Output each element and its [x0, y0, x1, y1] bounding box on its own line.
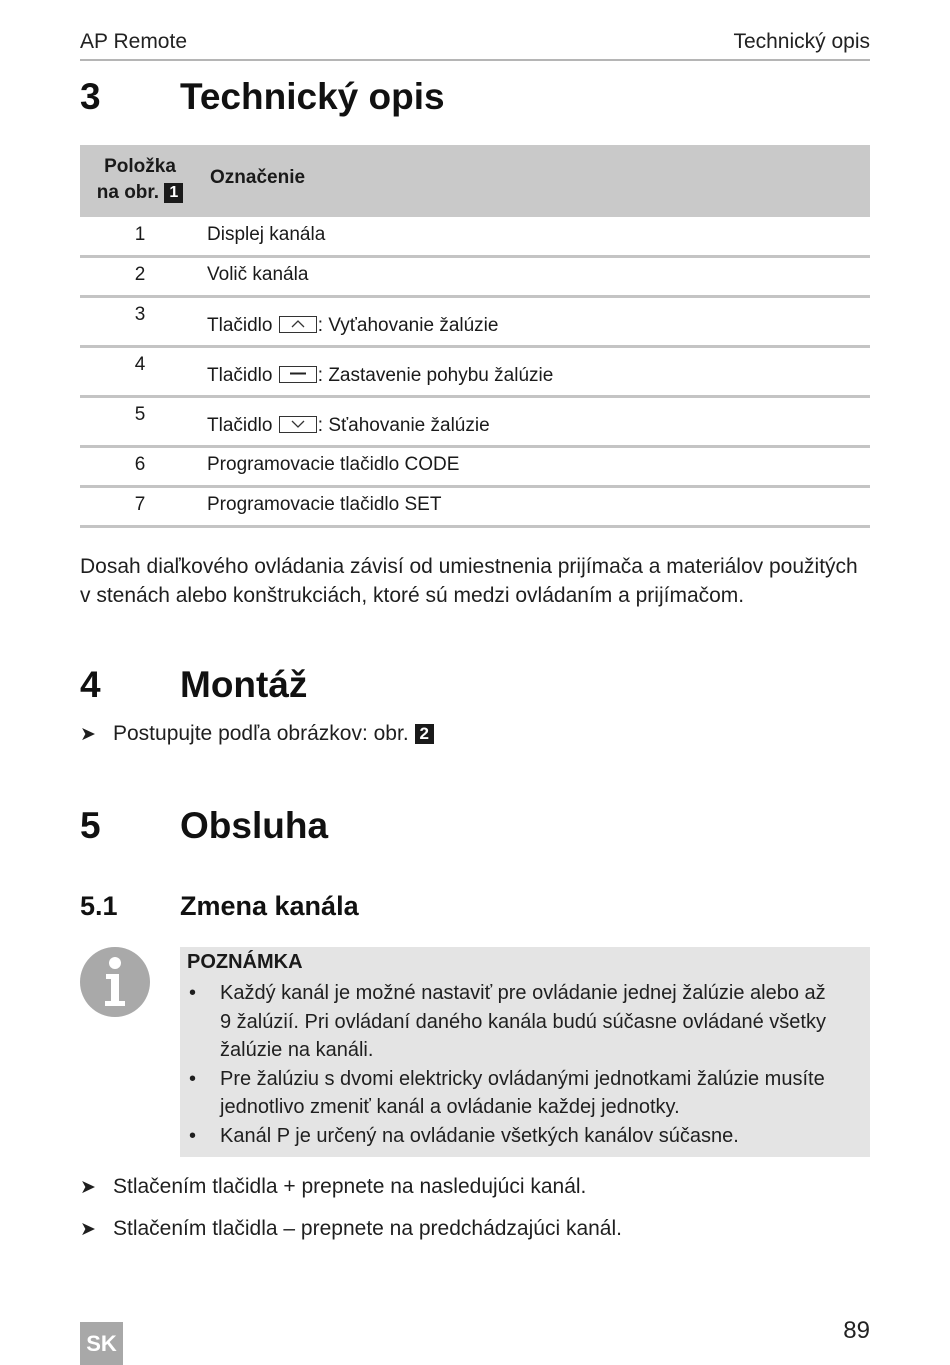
row-number: 4 — [134, 354, 146, 375]
row-label: Displej kanála — [207, 224, 326, 245]
column-header-item-line1: Položka — [104, 156, 176, 177]
row-number: 5 — [134, 404, 146, 425]
chevron-down-icon — [279, 416, 317, 433]
row-number: 1 — [134, 224, 146, 245]
section-title: Montáž — [180, 664, 308, 705]
row-label-prefix: Tlačidlo — [207, 315, 273, 336]
table-row — [80, 448, 870, 488]
section-number: 5.1 — [80, 891, 118, 921]
header-rule — [80, 59, 870, 61]
mounting-step-text: Postupujte podľa obrázkov: obr. — [113, 722, 409, 745]
arrow-icon: ➤ — [80, 1177, 96, 1198]
step-next-channel — [80, 1175, 586, 1199]
column-header-item-line2: na obr. — [96, 182, 160, 203]
list-item — [187, 1122, 863, 1151]
range-paragraph-line1: Dosah diaľkového ovládania závisí od umiestnenia prijímača a materiálov použitých — [80, 555, 858, 578]
row-label-suffix: : Sťahovanie žalúzie — [317, 415, 490, 436]
step-prev-channel — [80, 1217, 622, 1241]
row-number: 7 — [134, 494, 146, 515]
section-5-1-heading — [80, 891, 680, 925]
row-number: 6 — [134, 454, 146, 475]
note-list — [187, 979, 863, 1150]
row-number: 2 — [134, 264, 146, 285]
info-icon — [80, 947, 150, 1017]
row-label-suffix: : Vyťahovanie žalúzie — [317, 315, 499, 336]
row-label: Programovacie tlačidlo CODE — [207, 454, 460, 475]
note-line: žalúzie na kanáli. — [220, 1039, 374, 1061]
note-line: Kanál P je určený na ovládanie všetkých kanálov súčasne. — [220, 1124, 739, 1147]
column-header-item — [80, 154, 200, 206]
row-label-suffix: : Zastavenie pohybu žalúzie — [317, 365, 554, 386]
row-label: Programovacie tlačidlo SET — [207, 494, 442, 515]
row-label — [207, 415, 490, 437]
section-3-heading — [80, 76, 680, 121]
section-title: Obsluha — [180, 805, 329, 846]
range-paragraph-line2: v stenách alebo konštrukciách, ktoré sú medzi ovládaním a prijímačom. — [80, 584, 745, 607]
header-left: AP Remote — [80, 30, 187, 53]
step-text: Stlačením tlačidla + prepnete na nasledujúci kanál. — [113, 1175, 587, 1198]
section-5-heading — [80, 805, 680, 850]
figure-badge: 2 — [415, 724, 434, 744]
note-line: Každý kanál je možné nastaviť pre ovládanie jednej žalúzie alebo až — [220, 982, 826, 1004]
bullet: • — [189, 1124, 197, 1147]
figure-badge: 1 — [164, 183, 183, 203]
note-box — [180, 947, 870, 1157]
section-4-heading — [80, 664, 680, 709]
bullet: • — [189, 982, 197, 1004]
header-right: Technický opis — [733, 30, 870, 53]
parts-table — [80, 145, 870, 528]
arrow-icon: ➤ — [80, 1219, 96, 1240]
table-row — [80, 488, 870, 528]
bullet: • — [189, 1067, 197, 1090]
section-number: 4 — [80, 664, 101, 705]
row-label: Volič kanála — [207, 264, 309, 285]
list-item — [187, 979, 863, 1065]
row-label-prefix: Tlačidlo — [207, 415, 273, 436]
table-row — [80, 348, 870, 398]
table-header — [80, 145, 870, 217]
column-header-designation: Označenie — [210, 167, 306, 188]
mounting-step — [80, 722, 434, 746]
table-row — [80, 398, 870, 448]
arrow-icon: ➤ — [80, 724, 96, 745]
row-label — [207, 365, 553, 387]
row-label-prefix: Tlačidlo — [207, 365, 273, 386]
note-line: jednotlivo zmeniť kanál a ovládanie každej jednotky. — [220, 1096, 680, 1118]
table-row — [80, 298, 870, 348]
row-label — [207, 315, 498, 337]
range-paragraph — [80, 552, 880, 610]
page-number: 89 — [843, 1317, 870, 1344]
table-row — [80, 217, 870, 258]
row-number: 3 — [134, 304, 146, 325]
section-title: Zmena kanála — [180, 891, 359, 921]
section-number: 3 — [80, 76, 101, 117]
list-item — [187, 1065, 863, 1122]
note-line: 9 žalúzií. Pri ovládaní daného kanála budú súčasne ovládané všetky — [220, 1010, 826, 1033]
note-line: Pre žalúziu s dvomi elektricky ovládanými jednotkami žalúzie musíte — [220, 1067, 825, 1090]
note-title: POZNÁMKA — [187, 951, 303, 973]
section-title: Technický opis — [180, 76, 445, 117]
chevron-up-icon — [279, 316, 317, 333]
language-tag: SK — [80, 1322, 123, 1365]
step-text: Stlačením tlačidla – prepnete na predchádzajúci kanál. — [113, 1217, 622, 1240]
section-number: 5 — [80, 805, 101, 846]
minus-icon — [279, 366, 317, 383]
table-row — [80, 258, 870, 298]
